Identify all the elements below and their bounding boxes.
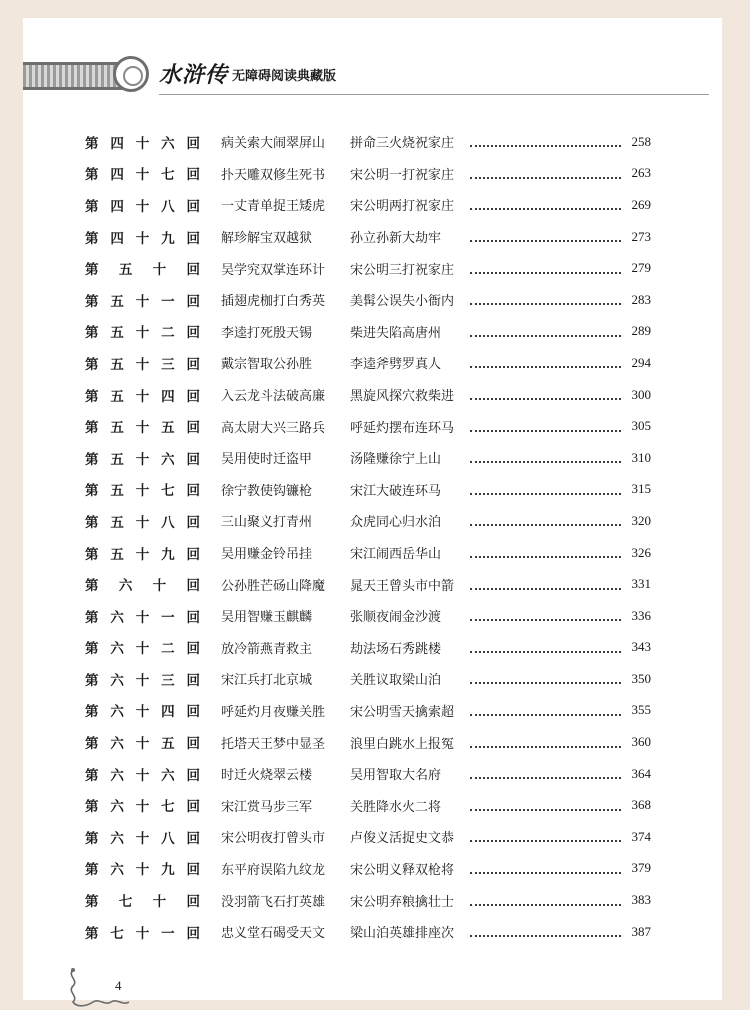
chapter-number: 第五十六回 — [85, 451, 200, 468]
toc-row — [85, 537, 651, 569]
chapter-title-first: 放冷箭燕青救主 — [221, 641, 313, 657]
toc-row — [85, 632, 651, 664]
dot-leader — [470, 460, 621, 463]
chapter-page-number: 343 — [631, 639, 651, 655]
chapter-number: 第五十九回 — [85, 546, 200, 563]
chapter-title-first: 三山聚义打青州 — [221, 515, 313, 531]
toc-row — [85, 568, 651, 600]
chapter-title-first: 东平府误陷九纹龙 — [221, 862, 326, 878]
chapter-title-first: 宋江兵打北京城 — [221, 673, 313, 689]
chapter-title-first: 一丈青单捉王矮虎 — [221, 199, 326, 215]
dot-leader — [470, 144, 621, 147]
chapter-number: 第六十一回 — [85, 609, 200, 626]
chapter-title-second: 汤隆赚徐宁上山 — [350, 452, 442, 468]
chapter-title-second: 宋江闹西岳华山 — [350, 547, 442, 563]
chapter-title-second: 张顺夜闹金沙渡 — [350, 610, 442, 626]
toc-row — [85, 726, 651, 758]
toc-row — [85, 663, 651, 695]
dot-leader — [470, 239, 621, 242]
table-of-contents — [85, 126, 651, 947]
chapter-title-second: 宋公明三打祝家庄 — [350, 262, 455, 278]
chapter-title-second: 关胜降水火二将 — [350, 799, 442, 815]
toc-row — [85, 442, 651, 474]
chapter-title-first: 扑天雕双修生死书 — [221, 167, 326, 183]
toc-row — [85, 789, 651, 821]
dot-leader — [470, 523, 621, 526]
chapter-number: 第六十三回 — [85, 672, 200, 689]
dot-leader — [470, 207, 621, 210]
chapter-page-number: 320 — [631, 512, 651, 528]
chapter-number: 第六十二回 — [85, 641, 200, 658]
dot-leader — [470, 871, 621, 874]
chapter-title-second: 梁山泊英雄排座次 — [350, 926, 455, 942]
header-ornament-band — [23, 62, 127, 90]
chapter-page-number: 279 — [631, 260, 651, 276]
dot-leader — [470, 903, 621, 906]
chapter-number: 第六十八回 — [85, 830, 200, 847]
chapter-title-first: 徐宁教使钩镰枪 — [221, 483, 313, 499]
chapter-title-first: 吴学究双掌连环计 — [221, 262, 326, 278]
toc-row — [85, 252, 651, 284]
chapter-title-second: 美髯公误失小衙内 — [350, 294, 455, 310]
toc-row — [85, 126, 651, 158]
toc-row — [85, 758, 651, 790]
chapter-number: 第六十九回 — [85, 862, 200, 879]
chapter-title-first: 托塔天王梦中显圣 — [221, 736, 326, 752]
chapter-page-number: 269 — [631, 196, 651, 212]
chapter-page-number: 326 — [631, 544, 651, 560]
toc-row — [85, 853, 651, 885]
toc-row — [85, 600, 651, 632]
chapter-page-number: 355 — [631, 702, 651, 718]
chapter-title-second: 黑旋风探穴救柴进 — [350, 389, 455, 405]
chapter-title-first: 宋江赏马步三军 — [221, 799, 313, 815]
toc-row — [85, 884, 651, 916]
chapter-title-second: 劫法场石秀跳楼 — [350, 641, 442, 657]
chapter-page-number: 360 — [631, 734, 651, 750]
chapter-title-second: 宋公明两打祝家庄 — [350, 199, 455, 215]
chapter-page-number: 383 — [631, 892, 651, 908]
dot-leader — [470, 587, 621, 590]
chapter-title-second: 李逵斧劈罗真人 — [350, 357, 442, 373]
chapter-page-number: 315 — [631, 481, 651, 497]
chapter-page-number: 258 — [631, 133, 651, 149]
chapter-title-second: 宋公明雪天擒索超 — [350, 704, 455, 720]
chapter-title-second: 宋江大破连环马 — [350, 483, 442, 499]
chapter-page-number: 289 — [631, 323, 651, 339]
book-page — [23, 18, 722, 1000]
dot-leader — [470, 555, 621, 558]
chapter-number: 第五十五回 — [85, 420, 200, 437]
chapter-title-first: 病关索大闹翠屏山 — [221, 136, 326, 152]
dot-leader — [470, 776, 621, 779]
toc-row — [85, 158, 651, 190]
chapter-page-number: 336 — [631, 607, 651, 623]
running-header — [23, 46, 722, 100]
chapter-number: 第四十七回 — [85, 167, 200, 184]
chapter-number: 第五十一回 — [85, 293, 200, 310]
chapter-title-second: 宋公明一打祝家庄 — [350, 167, 455, 183]
chapter-title-first: 入云龙斗法破高廉 — [221, 389, 326, 405]
header-rule — [159, 94, 709, 95]
chapter-page-number: 350 — [631, 670, 651, 686]
chapter-title-first: 没羽箭飞石打英雄 — [221, 894, 326, 910]
chapter-title-second: 吴用智取大名府 — [350, 768, 442, 784]
dot-leader — [470, 745, 621, 748]
chapter-title-second: 浪里白跳水上报冤 — [350, 736, 455, 752]
chapter-page-number: 374 — [631, 828, 651, 844]
chapter-page-number: 310 — [631, 449, 651, 465]
chapter-title-second: 孙立孙新大劫牢 — [350, 231, 442, 247]
chapter-title-first: 吴用使时迁盗甲 — [221, 452, 313, 468]
dot-leader — [470, 808, 621, 811]
chapter-page-number: 263 — [631, 165, 651, 181]
chapter-title-second: 宋公明弃粮擒壮士 — [350, 894, 455, 910]
dot-leader — [470, 334, 621, 337]
dot-leader — [470, 839, 621, 842]
chapter-page-number: 273 — [631, 228, 651, 244]
dot-leader — [470, 713, 621, 716]
chapter-title-second: 呼延灼摆布连环马 — [350, 420, 455, 436]
chapter-number: 第六十六回 — [85, 767, 200, 784]
chapter-title-second: 众虎同心归水泊 — [350, 515, 442, 531]
dot-leader — [470, 176, 621, 179]
chapter-number: 第五十四回 — [85, 388, 200, 405]
chapter-number: 第四十九回 — [85, 230, 200, 247]
chapter-page-number: 379 — [631, 860, 651, 876]
chapter-number: 第四十六回 — [85, 135, 200, 152]
chapter-title-second: 关胜议取梁山泊 — [350, 673, 442, 689]
book-title: 水浒传 — [159, 62, 229, 88]
toc-row — [85, 379, 651, 411]
chapter-number: 第六十四回 — [85, 704, 200, 721]
header-ornament-medallion — [113, 56, 149, 92]
toc-row — [85, 821, 651, 853]
chapter-number: 第五十二回 — [85, 325, 200, 342]
chapter-title-first: 高太尉大兴三路兵 — [221, 420, 326, 436]
chapter-title-first: 时迁火烧翠云楼 — [221, 768, 313, 784]
chapter-page-number: 368 — [631, 797, 651, 813]
chapter-title-first: 忠义堂石碣受天文 — [221, 926, 326, 942]
chapter-title-first: 解珍解宝双越狱 — [221, 231, 313, 247]
toc-row — [85, 189, 651, 221]
dot-leader — [470, 934, 621, 937]
chapter-page-number: 283 — [631, 291, 651, 307]
toc-row — [85, 347, 651, 379]
chapter-title-first: 戴宗智取公孙胜 — [221, 357, 313, 373]
chapter-title-first: 呼延灼月夜赚关胜 — [221, 704, 326, 720]
chapter-number: 第四十八回 — [85, 198, 200, 215]
chapter-number: 第六十七回 — [85, 799, 200, 816]
toc-row — [85, 284, 651, 316]
chapter-page-number: 387 — [631, 923, 651, 939]
chapter-title-first: 李逵打死殷天锡 — [221, 325, 313, 341]
chapter-number: 第六十回 — [85, 578, 200, 595]
chapter-page-number: 300 — [631, 386, 651, 402]
dot-leader — [470, 271, 621, 274]
chapter-number: 第七十回 — [85, 894, 200, 911]
toc-row — [85, 316, 651, 348]
chapter-title-first: 吴用智赚玉麒麟 — [221, 610, 313, 626]
chapter-number: 第五十三回 — [85, 356, 200, 373]
page-number: 4 — [115, 978, 122, 993]
chapter-number: 第五十八回 — [85, 514, 200, 531]
chapter-title-first: 插翅虎枷打白秀英 — [221, 294, 326, 310]
chapter-page-number: 331 — [631, 576, 651, 592]
toc-row — [85, 505, 651, 537]
footer-scroll-ornament-icon — [63, 966, 153, 1010]
chapter-page-number: 294 — [631, 354, 651, 370]
dot-leader — [470, 681, 621, 684]
dot-leader — [470, 429, 621, 432]
chapter-number: 第五十七回 — [85, 483, 200, 500]
dot-leader — [470, 302, 621, 305]
dot-leader — [470, 365, 621, 368]
chapter-page-number: 364 — [631, 765, 651, 781]
chapter-title-second: 晁天王曾头市中箭 — [350, 578, 455, 594]
dot-leader — [470, 492, 621, 495]
chapter-title-second: 宋公明义释双枪将 — [350, 862, 455, 878]
chapter-title-first: 宋公明夜打曾头市 — [221, 831, 326, 847]
chapter-title-second: 柴进失陷高唐州 — [350, 325, 442, 341]
chapter-page-number: 305 — [631, 418, 651, 434]
chapter-title-second: 卢俊义活捉史文恭 — [350, 831, 455, 847]
toc-row — [85, 221, 651, 253]
chapter-title-first: 公孙胜芒砀山降魔 — [221, 578, 326, 594]
chapter-number: 第六十五回 — [85, 736, 200, 753]
chapter-title-second: 拼命三火烧祝家庄 — [350, 136, 455, 152]
toc-row — [85, 916, 651, 948]
dot-leader — [470, 650, 621, 653]
book-subtitle: · 无障碍阅读典藏版 — [223, 69, 337, 84]
dot-leader — [470, 397, 621, 400]
chapter-number: 第五十回 — [85, 262, 200, 279]
chapter-number: 第七十一回 — [85, 925, 200, 942]
toc-row — [85, 410, 651, 442]
toc-row — [85, 474, 651, 506]
dot-leader — [470, 618, 621, 621]
toc-row — [85, 695, 651, 727]
chapter-title-first: 吴用赚金铃吊挂 — [221, 547, 313, 563]
